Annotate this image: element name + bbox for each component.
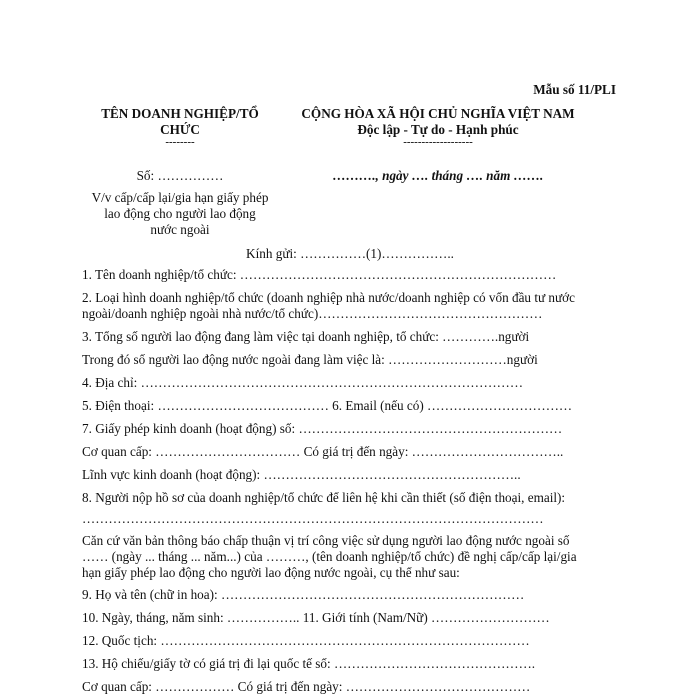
field-foreign-employees: Trong đó số người lao động nước ngoài đang làm việc là: ………………………người (82, 352, 538, 367)
subject-line-1: V/v cấp/cấp lại/gia hạn giấy phép (91, 190, 269, 205)
subject-line-2: lao động cho người lao động (104, 206, 256, 221)
basis-paragraph-line-2: …… (ngày ... tháng ... năm...) của ………, (tên doanh nghiệp/tổ chức) đề nghị cấp/cấp lại/gia (82, 549, 577, 564)
field-organization-name: 1. Tên doanh nghiệp/tổ chức: ……………………………………………………………… (82, 267, 557, 282)
field-birth-date-gender: 10. Ngày, tháng, năm sinh: …………….. 11. Giới tính (Nam/Nữ) ……………………… (82, 610, 550, 625)
right-header-dashes: ------------------- (403, 136, 473, 148)
field-passport-issuer: Cơ quan cấp: ……………… Có giá trị đến ngày: …………………………………… (82, 679, 531, 694)
recipient-line: Kính gửi: ……………(1)…………….. (246, 246, 454, 261)
national-motto: Độc lập - Tự do - Hạnh phúc (357, 122, 519, 137)
field-total-employees: 3. Tổng số người lao động đang làm việc tại doanh nghiệp, tổ chức: ………….người (82, 329, 530, 344)
date-line: ………., ngày …. tháng …. năm ……. (332, 168, 544, 183)
field-full-name: 9. Họ và tên (chữ in hoa): …………………………………………………………… (82, 587, 525, 602)
form-code: Mẫu số 11/PLI (533, 82, 616, 97)
field-nationality: 12. Quốc tịch: ………………………………………………………………………… (82, 633, 530, 648)
field-organization-type-cont: ngoài/doanh nghiệp ngoài nhà nước/tổ chức)…………………………………………… (82, 306, 543, 321)
organization-name-line2: CHỨC (160, 122, 200, 137)
document-number: Số: …………… (136, 168, 224, 183)
field-address: 4. Địa chỉ: …………………………………………………………………………… (82, 375, 524, 390)
basis-paragraph-line-3: hạn giấy phép lao động cho người lao động nước ngoài, cụ thể như sau: (82, 565, 460, 580)
organization-name-line1: TÊN DOANH NGHIỆP/TỔ (101, 106, 259, 121)
basis-paragraph-line-1: Căn cứ văn bản thông báo chấp thuận vị trí công việc sử dụng người lao động nước ngoài số (82, 533, 570, 548)
subject-line-3: nước ngoài (150, 222, 210, 237)
field-organization-type: 2. Loại hình doanh nghiệp/tổ chức (doanh nghiệp nhà nước/doanh nghiệp có vốn đầu tư nước (82, 290, 575, 305)
national-title: CỘNG HÒA XÃ HỘI CHỦ NGHĨA VIỆT NAM (301, 106, 575, 121)
field-contact-person-dots: …………………………………………………………………………………………… (82, 511, 544, 526)
left-header-dashes: -------- (165, 136, 195, 148)
field-issuing-authority: Cơ quan cấp: …………………………… Có giá trị đến ngày: …………………………….. (82, 444, 564, 459)
field-contact-person: 8. Người nộp hồ sơ của doanh nghiệp/tổ chức để liên hệ khi cần thiết (số điện thoại, email): (82, 490, 566, 505)
field-business-license: 7. Giấy phép kinh doanh (hoạt động) số: …………………………………………………… (82, 421, 563, 436)
field-phone-email: 5. Điện thoại: ………………………………… 6. Email (nếu có) …………………………… (82, 398, 573, 413)
field-passport-number: 13. Hộ chiếu/giấy tờ có giá trị đi lại quốc tế số: ………………………………………. (82, 656, 536, 671)
field-business-sector: Lĩnh vực kinh doanh (hoạt động): ………………………………………………….. (82, 467, 521, 482)
